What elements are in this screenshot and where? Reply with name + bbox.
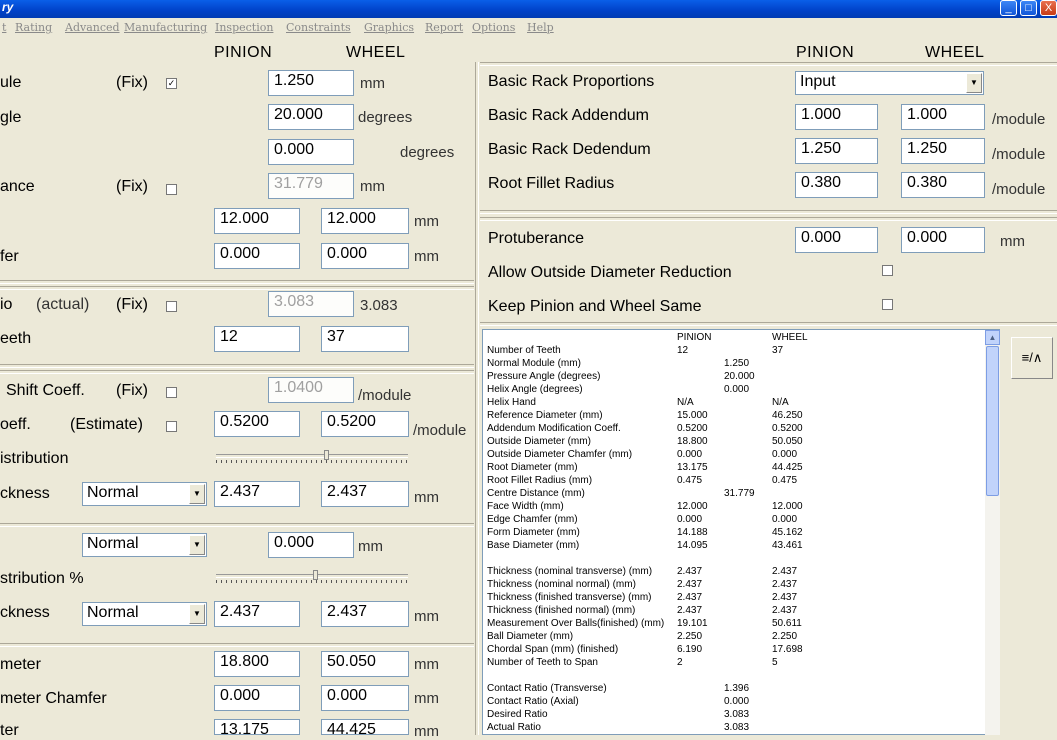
report-label-cell: Root Fillet Radius (mm) [487,475,593,486]
distribution-pct-slider[interactable] [216,571,408,583]
menu-item-advanced[interactable]: Advanced [65,21,120,34]
module-fix-checkbox[interactable]: ✓ [167,78,176,88]
report-edit-icon: ≡/∧ [1021,350,1043,365]
od-chamfer-wheel-input[interactable]: 0.000 [321,685,409,711]
separator [0,643,474,647]
distribution-pct-label: stribution % [0,570,84,587]
report-pinion-cell: 19.101 [677,618,708,629]
report-wheel-cell: 0.5200 [772,423,803,434]
report-label-cell: Form Diameter (mm) [487,527,580,538]
right-wheel-header: WHEEL [925,44,985,61]
addendum-coeff-estimate-label: (Estimate) [70,416,143,433]
shift-coeff-fix-label: (Fix) [116,382,148,399]
report-label-cell: Thickness (nominal normal) (mm) [487,579,636,590]
report-edit-button[interactable] [1011,337,1053,379]
chevron-down-icon[interactable]: ▼ [189,604,205,624]
rack-proportions-value: Input [800,73,836,90]
rack-addendum-label: Basic Rack Addendum [488,107,649,124]
centre-distance-label: ance [0,178,35,195]
addendum-coeff-unit: /module [413,422,467,439]
report-label-cell: Base Diameter (mm) [487,540,580,551]
module-label: ule [0,74,22,91]
report-wheel-cell: 17.698 [772,644,803,655]
ratio-input[interactable]: 3.083 [268,291,354,317]
outside-diameter-wheel-input[interactable]: 50.050 [321,651,409,677]
separator [0,280,474,284]
report-pinion-cell: 2.437 [677,566,703,577]
report-wheel-cell: 50.050 [772,436,803,447]
thickness-mode-value: Normal [87,484,139,501]
allow-od-reduction-label: Allow Outside Diameter Reduction [488,264,732,281]
backlash-mode-value: Normal [87,535,139,552]
menu-item-constraints[interactable]: Constraints [286,21,351,34]
chevron-down-icon[interactable]: ▼ [189,484,205,504]
protuberance-unit: mm [1000,233,1025,250]
report-common-cell: 1.250 [724,358,750,369]
report-wheel-header: WHEEL [772,332,808,343]
report-wheel-cell: 43.461 [772,540,803,551]
report-pinion-cell: 0.000 [677,449,703,460]
face-width-pinion-input[interactable]: 12.000 [214,208,300,234]
backlash-input[interactable]: 0.000 [268,532,354,558]
scroll-up-icon[interactable]: ▲ [985,330,1000,345]
menu-item-graphics[interactable]: Graphics [364,21,415,34]
report-pinion-cell: 2 [677,657,683,668]
report-common-cell: 0.000 [724,384,750,395]
thickness-mode-dropdown[interactable] [82,482,207,506]
separator [480,210,1057,214]
report-wheel-cell: 0.000 [772,514,798,525]
od-chamfer-unit: mm [414,690,439,707]
report-wheel-cell: 46.250 [772,410,803,421]
distribution-slider[interactable] [216,451,408,463]
rack-dedendum-wheel-input[interactable]: 1.250 [901,138,985,164]
separator [0,286,474,290]
report-label-cell: Number of Teeth to Span [487,657,598,668]
separator [0,364,474,368]
root-fillet-label: Root Fillet Radius [488,175,615,192]
report-pinion-cell: 14.095 [677,540,708,551]
shift-coeff-unit: /module [358,387,412,404]
root-diameter-wheel-input[interactable]: 44.425 [321,719,409,735]
module-unit: mm [360,75,385,92]
teeth-wheel-input[interactable]: 37 [321,326,409,352]
report-wheel-cell: 2.437 [772,566,798,577]
report-label-cell: Root Diameter (mm) [487,462,578,473]
thickness-unit: mm [414,489,439,506]
shift-coeff-input[interactable]: 1.0400 [268,377,354,403]
menu-item-file[interactable]: t [2,21,7,34]
distribution-slider-thumb[interactable] [324,450,329,460]
menu-item-options[interactable]: Options [472,21,516,34]
ratio-label: io [0,296,13,313]
rack-proportions-label: Basic Rack Proportions [488,73,655,90]
separator [480,62,1057,66]
maximize-button[interactable]: □ [1020,0,1037,16]
report-label-cell: Addendum Modification Coeff. [487,423,621,434]
report-label-cell: Thickness (finished transverse) (mm) [487,592,652,603]
addendum-coeff-estimate-checkbox[interactable] [166,421,177,432]
chevron-down-icon[interactable]: ▼ [966,73,982,93]
report-pinion-cell: 2.250 [677,631,703,642]
report-pinion-cell: N/A [677,397,694,408]
thickness-2-mode-dropdown[interactable] [82,602,207,626]
report-pinion-cell: 0.5200 [677,423,708,434]
report-common-cell: 3.083 [724,709,750,720]
centre-distance-unit: mm [360,178,385,195]
report-wheel-cell: 2.437 [772,579,798,590]
rack-addendum-wheel-input[interactable]: 1.000 [901,104,985,130]
protuberance-wheel-input[interactable]: 0.000 [901,227,985,253]
panel-divider [475,62,479,735]
report-label-cell: Ball Diameter (mm) [487,631,574,642]
report-label-cell: Outside Diameter (mm) [487,436,591,447]
report-pinion-cell: 0.475 [677,475,703,486]
protuberance-label: Protuberance [488,230,585,247]
teeth-label: eeth [0,330,32,347]
close-button[interactable]: X [1040,0,1057,16]
module-input[interactable]: 1.250 [268,70,354,96]
centre-distance-input[interactable]: 31.779 [268,173,354,199]
allow-od-reduction-checkbox[interactable] [882,265,893,276]
root-fillet-unit: /module [992,181,1046,198]
od-chamfer-pinion-input[interactable]: 0.000 [214,685,300,711]
root-fillet-pinion-input[interactable]: 0.380 [795,172,878,198]
menu-item-help[interactable]: Help [527,21,554,34]
thickness-2-mode-value: Normal [87,604,139,621]
separator [0,523,474,527]
thickness-2-wheel-input[interactable]: 2.437 [321,601,409,627]
report-label-cell: Thickness (nominal transverse) (mm) [487,566,653,577]
menu-item-rating[interactable]: Rating [15,21,53,34]
ratio-fix-checkbox[interactable] [166,301,177,312]
pressure-angle-input[interactable]: 20.000 [268,104,354,130]
centre-distance-fix-checkbox[interactable] [166,184,177,195]
left-pinion-header: PINION [214,44,273,61]
rack-dedendum-label: Basic Rack Dedendum [488,141,651,158]
ratio-actual-label: (actual) [36,296,90,313]
chevron-down-icon[interactable]: ▼ [189,535,205,555]
report-label-cell: Helix Angle (degrees) [487,384,583,395]
face-width-wheel-input[interactable]: 12.000 [321,208,409,234]
outside-diameter-pinion-input[interactable]: 18.800 [214,651,300,677]
separator [480,217,1057,221]
edge-chamfer-label: fer [0,248,19,265]
outside-diameter-label: meter [0,656,41,673]
pressure-angle-unit: degrees [358,109,413,126]
minimize-button[interactable]: _ [1000,0,1017,16]
report-label-cell: Centre Distance (mm) [487,488,585,499]
separator [0,370,474,374]
menu-item-manufacturing[interactable]: Manufacturing [124,21,208,34]
report-scrollbar[interactable] [985,330,1000,735]
report-wheel-cell: 44.425 [772,462,803,473]
report-pinion-cell: 6.190 [677,644,703,655]
shift-coeff-label: Shift Coeff. [6,382,85,399]
report-label-cell: Outside Diameter Chamfer (mm) [487,449,633,460]
report-wheel-cell: 2.250 [772,631,798,642]
thickness-label: ckness [0,485,50,502]
rack-addendum-pinion-input[interactable]: 1.000 [795,104,878,130]
report-label-cell: Actual Ratio [487,722,541,733]
report-label-cell: Thickness (finished normal) (mm) [487,605,636,616]
thickness-2-pinion-input[interactable]: 2.437 [214,601,300,627]
report-common-cell: 1.396 [724,683,750,694]
report-wheel-cell: 0.000 [772,449,798,460]
report-pinion-cell: 12 [677,345,689,356]
addendum-coeff-pinion-input[interactable]: 0.5200 [214,411,300,437]
od-chamfer-label: meter Chamfer [0,690,107,707]
report-pinion-cell: 2.437 [677,592,703,603]
helix-angle-unit: degrees [400,144,455,161]
window-title: ry [2,0,14,14]
root-diameter-unit: mm [414,723,439,740]
addendum-coeff-wheel-input[interactable]: 0.5200 [321,411,409,437]
report-label-cell: Contact Ratio (Axial) [487,696,579,707]
helix-angle-input[interactable]: 0.000 [268,139,354,165]
menu-item-inspection[interactable]: Inspection [215,21,274,34]
protuberance-pinion-input[interactable]: 0.000 [795,227,878,253]
separator [480,322,1057,326]
report-label-cell: Reference Diameter (mm) [487,410,603,421]
report-wheel-cell: 37 [772,345,784,356]
report-label-cell: Measurement Over Balls(finished) (mm) [487,618,665,629]
report-label-cell: Face Width (mm) [487,501,564,512]
addendum-coeff-label: oeff. [0,416,31,433]
distribution-pct-slider-thumb[interactable] [313,570,318,580]
thickness-pinion-input[interactable]: 2.437 [214,481,300,507]
backlash-unit: mm [358,538,383,555]
outside-diameter-unit: mm [414,656,439,673]
report-wheel-cell: 5 [772,657,778,668]
report-pinion-cell: 12.000 [677,501,708,512]
thickness-2-label: ckness [0,604,50,621]
report-pinion-cell: 2.437 [677,605,703,616]
report-label-cell: Number of Teeth [487,345,561,356]
right-pinion-header: PINION [796,44,855,61]
report-label-cell: Pressure Angle (degrees) [487,371,601,382]
report-pinion-cell: 18.800 [677,436,708,447]
rack-proportions-dropdown[interactable] [795,71,984,95]
root-diameter-label: ter [0,722,19,739]
centre-distance-fix-label: (Fix) [116,178,148,195]
report-wheel-cell: 2.437 [772,592,798,603]
left-wheel-header: WHEEL [346,44,406,61]
root-diameter-pinion-input[interactable]: 13.175 [214,719,300,735]
keep-same-label: Keep Pinion and Wheel Same [488,298,702,315]
menu-item-report[interactable]: Report [425,21,464,34]
report-common-cell: 3.083 [724,722,750,733]
report-label-cell: Chordal Span (mm) (finished) [487,644,619,655]
pressure-angle-label: gle [0,109,22,126]
report-pinion-cell: 14.188 [677,527,708,538]
thickness-wheel-input[interactable]: 2.437 [321,481,409,507]
ratio-actual-value: 3.083 [360,297,398,314]
report-label-cell: Normal Module (mm) [487,358,581,369]
report-label-cell: Contact Ratio (Transverse) [487,683,607,694]
report-wheel-cell: N/A [772,397,789,408]
module-fix-label: (Fix) [116,74,148,91]
edge-chamfer-wheel-input[interactable]: 0.000 [321,243,409,269]
backlash-mode-dropdown[interactable] [82,533,207,557]
teeth-pinion-input[interactable]: 12 [214,326,300,352]
report-pinion-cell: 0.000 [677,514,703,525]
rack-dedendum-unit: /module [992,146,1046,163]
face-width-unit: mm [414,213,439,230]
report-wheel-cell: 50.611 [772,618,802,629]
report-pinion-cell: 2.437 [677,579,703,590]
distribution-label: istribution [0,450,69,467]
root-fillet-wheel-input[interactable]: 0.380 [901,172,985,198]
thickness-2-unit: mm [414,608,439,625]
keep-same-checkbox[interactable] [882,299,893,310]
report-label-cell: Desired Ratio [487,709,548,720]
report-wheel-cell: 45.162 [772,527,803,538]
report-common-cell: 20.000 [724,371,755,382]
report-pinion-header: PINION [677,332,712,343]
scrollbar-thumb[interactable] [986,346,999,496]
report-panel[interactable] [482,329,1000,735]
title-bar [0,0,1057,18]
ratio-fix-label: (Fix) [116,296,148,313]
report-pinion-cell: 13.175 [677,462,708,473]
report-common-cell: 0.000 [724,696,750,707]
report-label-cell: Edge Chamfer (mm) [487,514,578,525]
report-wheel-cell: 12.000 [772,501,803,512]
menu-bar [0,18,1057,38]
report-pinion-cell: 15.000 [677,410,708,421]
report-common-cell: 31.779 [724,488,755,499]
edge-chamfer-unit: mm [414,248,439,265]
shift-coeff-fix-checkbox[interactable] [166,387,177,398]
report-label-cell: Helix Hand [487,397,536,408]
report-wheel-cell: 0.475 [772,475,798,486]
rack-addendum-unit: /module [992,111,1046,128]
edge-chamfer-pinion-input[interactable]: 0.000 [214,243,300,269]
report-wheel-cell: 2.437 [772,605,798,616]
rack-dedendum-pinion-input[interactable]: 1.250 [795,138,878,164]
